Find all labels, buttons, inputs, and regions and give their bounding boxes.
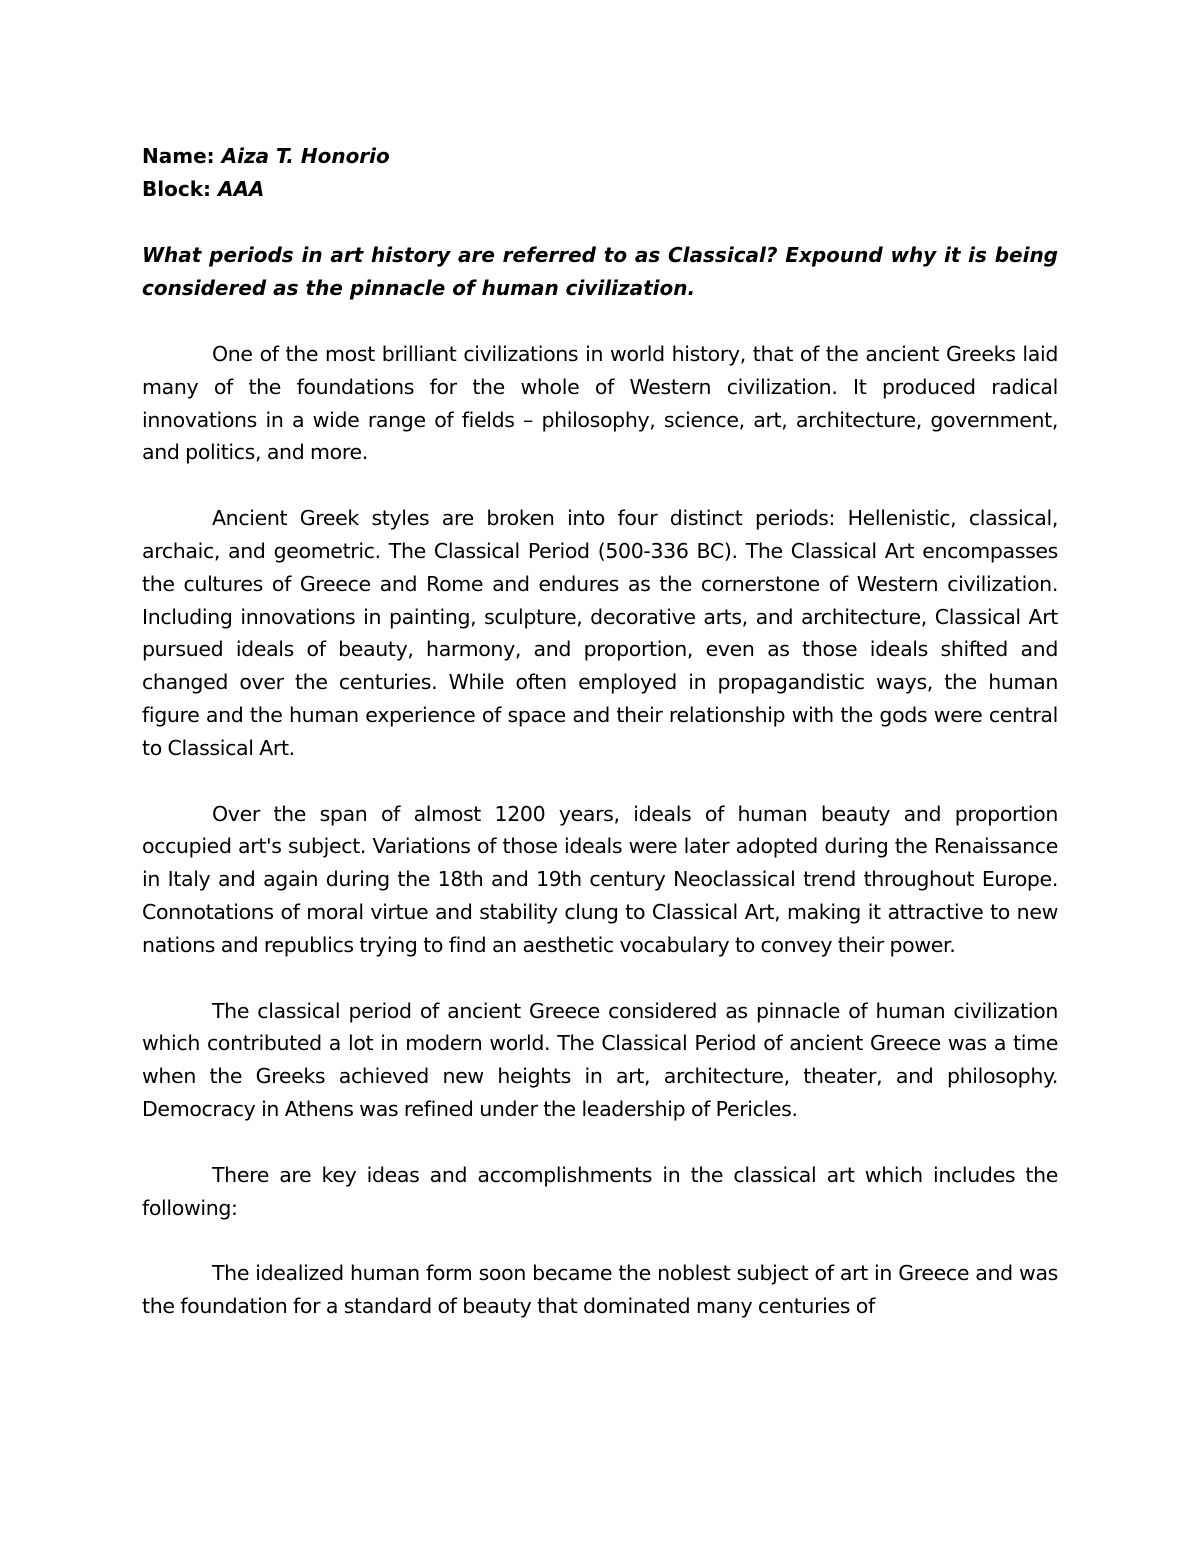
name-label: Name: bbox=[142, 144, 215, 168]
paragraph-5: There are key ideas and accomplishments in the classical art which includes the following: bbox=[142, 1162, 1058, 1220]
paragraph-1: One of the most brilliant civilizations in world history, that of the ancient Greeks laid many of the foundations for the whole of Western civilization. It produced radical innovations in a wide range of fields – philosophy, science, art, architecture, government, and politics, and more. bbox=[142, 342, 1058, 465]
paragraph-2: Ancient Greek styles are broken into four distinct periods: Hellenistic, classical, archaic, and geometric. The Classical Period (500-336 BC). The Classical Art encompasses the cultures of Greece and Rome and endures as the cornerstone of Western civilization. Including innovations in painting, sculpture, decorative arts, and architecture, Classical Art pursued ideals of beauty, harmony, and proportion, even as those ideals shifted and changed over the centuries. While often employed in propagandistic ways, the human figure and the human experience of space and their relationship with the gods were central to Classical Art. bbox=[142, 506, 1058, 760]
block-value: AAA bbox=[217, 177, 265, 201]
block-line bbox=[142, 173, 1058, 206]
document-page bbox=[142, 140, 1058, 1323]
name-line bbox=[142, 140, 1058, 173]
paragraph-6: The idealized human form soon became the noblest subject of art in Greece and was the foundation for a standard of beauty that dominated many centuries of bbox=[142, 1261, 1058, 1319]
block-label: Block: bbox=[142, 177, 211, 201]
essay-question: What periods in art history are referred to as Classical? Expound why it is being considered as the pinnacle of human civilization. bbox=[142, 243, 1058, 300]
paragraph-3: Over the span of almost 1200 years, ideals of human beauty and proportion occupied art's subject. Variations of those ideals were later adopted during the Renaissance in Italy and again during the 18th and 19th century Neoclassical trend throughout Europe. Connotations of moral virtue and stability clung to Classical Art, making it attractive to new nations and republics trying to find an aesthetic vocabulary to convey their power. bbox=[142, 801, 1058, 957]
name-value: Aiza T. Honorio bbox=[221, 144, 390, 168]
paragraph-4: The classical period of ancient Greece considered as pinnacle of human civilization which contributed a lot in modern world. The Classical Period of ancient Greece was a time when the Greeks achieved new heights in art, architecture, theater, and philosophy. Democracy in Athens was refined under the leadership of Pericles. bbox=[142, 998, 1058, 1121]
